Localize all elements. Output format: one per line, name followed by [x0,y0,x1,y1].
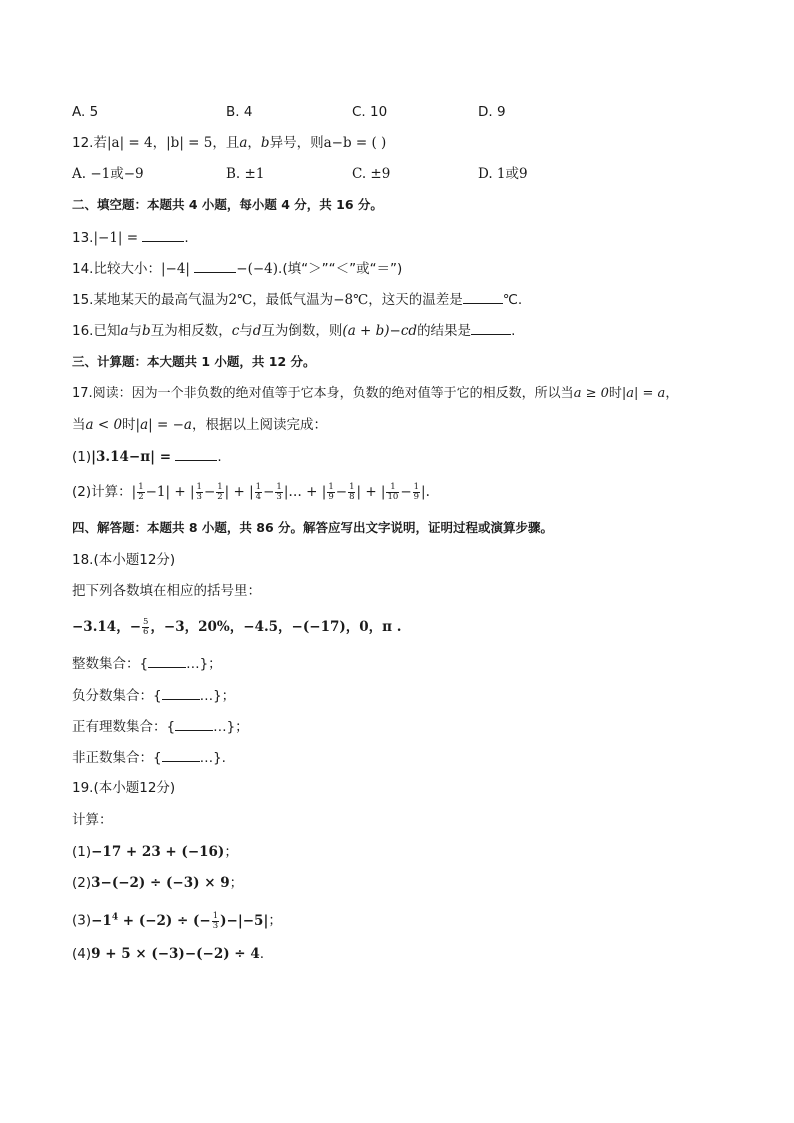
part-prefix: (1) [72,844,92,860]
q13-prefix: 13. [72,230,94,246]
q16-suffix: . [511,323,516,339]
q14 [72,258,402,279]
q17-part1-suffix: . [217,449,222,465]
section-3-heading: 三、计算题：本大题共 1 小题，共 12 分。 [72,354,316,369]
q18-set-negative-fractions [72,685,235,706]
q15-mid: ，最低气温为 [252,292,334,308]
q17-line1-expr: |a| = a [621,386,666,401]
q18-numbers-a: −3.14，− [72,619,142,635]
set-tail: …}. [199,750,226,766]
fraction: $\frac{1}{3}$ [196,481,202,502]
q17-part-1 [72,446,222,467]
q16-var-d: d [252,323,262,339]
q12-comma: ， [247,135,261,151]
q12-abs-b: |b| = 5 [166,135,213,151]
q16-prefix: 16.已知 [72,323,121,339]
fraction: $\frac{1}{2}$ [138,481,144,502]
q12-mid: ，且 [212,135,240,151]
section-2-heading: 二、填空题：本题共 4 小题，每小题 4 分，共 16 分。 [72,197,383,212]
q11-option-c[interactable]: C. 10 [352,104,388,120]
q15-low: −8℃ [333,292,369,308]
q16-expr: (a + b)−cd [342,323,418,339]
q12-var-a: a [239,135,248,151]
q19-title: 19.(本小题12分) [72,780,176,796]
q16-t4: 互为倒数，则 [261,323,343,339]
q11-option-a[interactable]: A. 5 [72,104,99,120]
fraction: $\frac{1}{10}$ [387,481,399,502]
set-label: 整数集合：{ [72,656,149,672]
set-label: 非正数集合：{ [72,750,162,766]
q12-stem [72,133,386,153]
q16-t2: 互为相反数， [150,323,232,339]
q18-set-integers [72,653,222,674]
q12-option-a[interactable]: A. −1或−9 [72,166,144,182]
q12-sep1: ， [152,135,167,151]
q12-expr: a−b [323,135,352,151]
q18-instruction: 把下列各数填在相应的括号里： [72,583,261,599]
q17-line2-mid: 时 [122,417,136,433]
q12-var-b: b [260,135,270,151]
q17-line1-suffix: ， [665,386,679,401]
q19-part-2 [72,873,243,893]
q12-suffix: = ( ) [351,135,387,151]
set-answer-blank[interactable] [175,716,213,731]
part-suffix: ； [224,844,238,860]
section-4-heading: 四、解答题：本题共 8 小题，共 86 分。解答应写出文字说明，证明过程或演算步骤。 [72,520,554,535]
part-suffix: ； [229,875,244,891]
fraction: $\frac{1}{4}$ [255,481,262,502]
q17-line1-cond: a ≥ 0 [573,386,609,401]
q16-var-a: a [120,323,129,339]
q15-high: 2℃ [228,292,253,308]
q14-answer-blank[interactable] [194,258,236,273]
q17-line2-prefix: 当 [72,417,86,433]
q19-part-3 [72,905,282,933]
q16-var-b: b [142,323,151,339]
q17-line1-mid: 时 [608,386,622,401]
q12-mid2: 异号，则 [269,135,324,151]
part-prefix: (2) [72,875,92,891]
q14-suffix: .(填“＞”“＜”或“＝”) [278,261,403,277]
set-tail: …}； [213,719,249,735]
part-expr: −17 + 23 + (−16) [91,844,225,860]
q17-line2-suffix: ，根据以上阅读完成： [191,417,327,433]
q15 [72,289,522,310]
part-expr: 9 + 5 × (−3)−(−2) ÷ 4 [91,946,260,962]
part-prefix: (4) [72,946,92,962]
q15-suffix: ℃. [502,292,523,308]
q13-suffix: . [184,230,189,246]
set-tail: …}； [186,656,222,672]
q17-line2-cond: a < 0 [85,417,123,433]
q12-option-d[interactable]: D. 1或9 [478,166,528,182]
q13-expr: |−1| = [93,230,139,246]
q15-answer-blank[interactable] [463,289,503,304]
q18-set-positive-rationals [72,716,249,737]
q16-var-c: c [231,323,240,339]
q16-answer-blank[interactable] [471,320,511,335]
q17-part-2: (2)计算：| $\frac{1}{2}$ −1| + | $\frac{1}{3}$ − $\frac{1}{2}$ | + | $\frac{1}{4}$ − $\frac{1}{3}$ |… + | $\frac{1}{9}$ − $\frac{1}{8}$ | + | $\frac{1}{10}$ − $\frac{1}{9}$ |. [72,481,430,502]
q16-t1: 与 [128,323,143,339]
q11-option-d[interactable]: D. 9 [478,104,506,120]
q18-numbers [72,615,401,639]
part-prefix: (3) [72,912,92,929]
part-expr: 3−(−2) ÷ (−3) × 9 [91,875,230,891]
q17-part1-prefix: (1) [72,449,92,465]
part-suffix: ； [268,912,282,929]
q12-prefix: 12.若 [72,135,107,151]
set-answer-blank[interactable] [162,685,200,700]
fraction: $\frac{1}{8}$ [349,481,355,502]
fraction: $\frac{1}{9}$ [413,481,420,502]
fraction: $\frac{1}{3}$ [276,481,282,502]
q18-title: 18.(本小题12分) [72,552,176,568]
q17-line2-expr: |a| = −a [135,417,192,433]
q18-set-non-positive [72,747,226,768]
q12-option-b[interactable]: B. ±1 [226,166,265,182]
q17-line-1 [72,384,678,404]
q19-instruction: 计算： [72,812,113,828]
q13-answer-blank[interactable] [142,227,184,242]
set-label: 正有理数集合：{ [72,719,176,735]
set-answer-blank[interactable] [162,747,200,762]
q17-part1-expr: |3.14−π| = [91,449,172,465]
part-suffix: . [259,946,265,962]
fraction: $\frac{1}{9}$ [328,481,334,502]
fraction: $\frac{1}{2}$ [217,481,223,502]
q15-prefix: 15.某地某天的最高气温为 [72,292,229,308]
q13 [72,227,189,248]
q19-part-4 [72,944,264,964]
set-label: 负分数集合：{ [72,688,162,704]
q14-right: −(−4) [236,261,279,277]
q14-prefix: 14.比较大小： [72,261,161,277]
q11-option-b[interactable]: B. 4 [226,104,253,120]
q19-part-1 [72,842,238,862]
set-answer-blank[interactable] [148,653,186,668]
q18-numbers-b: ，−3，20%，−4.5，−(−17)，0，π . [150,619,402,635]
q17-part2-prefix: (2)计算： [72,484,132,500]
q14-left: |−4| [160,261,190,277]
q17-line1-prefix: 17.阅读：因为一个非负数的绝对值等于它本身，负数的绝对值等于它的相反数，所以当 [72,386,574,401]
q17-line-2 [72,415,327,435]
fraction: $\frac{5}{6}$ [143,617,149,637]
fraction: $\frac{1}{3}$ [212,910,219,931]
q16-t5: 的结果是 [417,323,472,339]
q16 [72,320,515,341]
q12-option-c[interactable]: C. ±9 [352,166,391,182]
q12-abs-a: |a| = 4 [106,135,153,151]
q16-t3: 与 [239,323,253,339]
part-expr: $-1^4 + (-2)$ ÷ (− $\frac{1}{3}$ )−|−5| [91,910,269,931]
q15-mid2: ，这天的温差是 [368,292,463,308]
q17-part1-answer-blank[interactable] [175,446,217,461]
set-tail: …}； [199,688,236,704]
